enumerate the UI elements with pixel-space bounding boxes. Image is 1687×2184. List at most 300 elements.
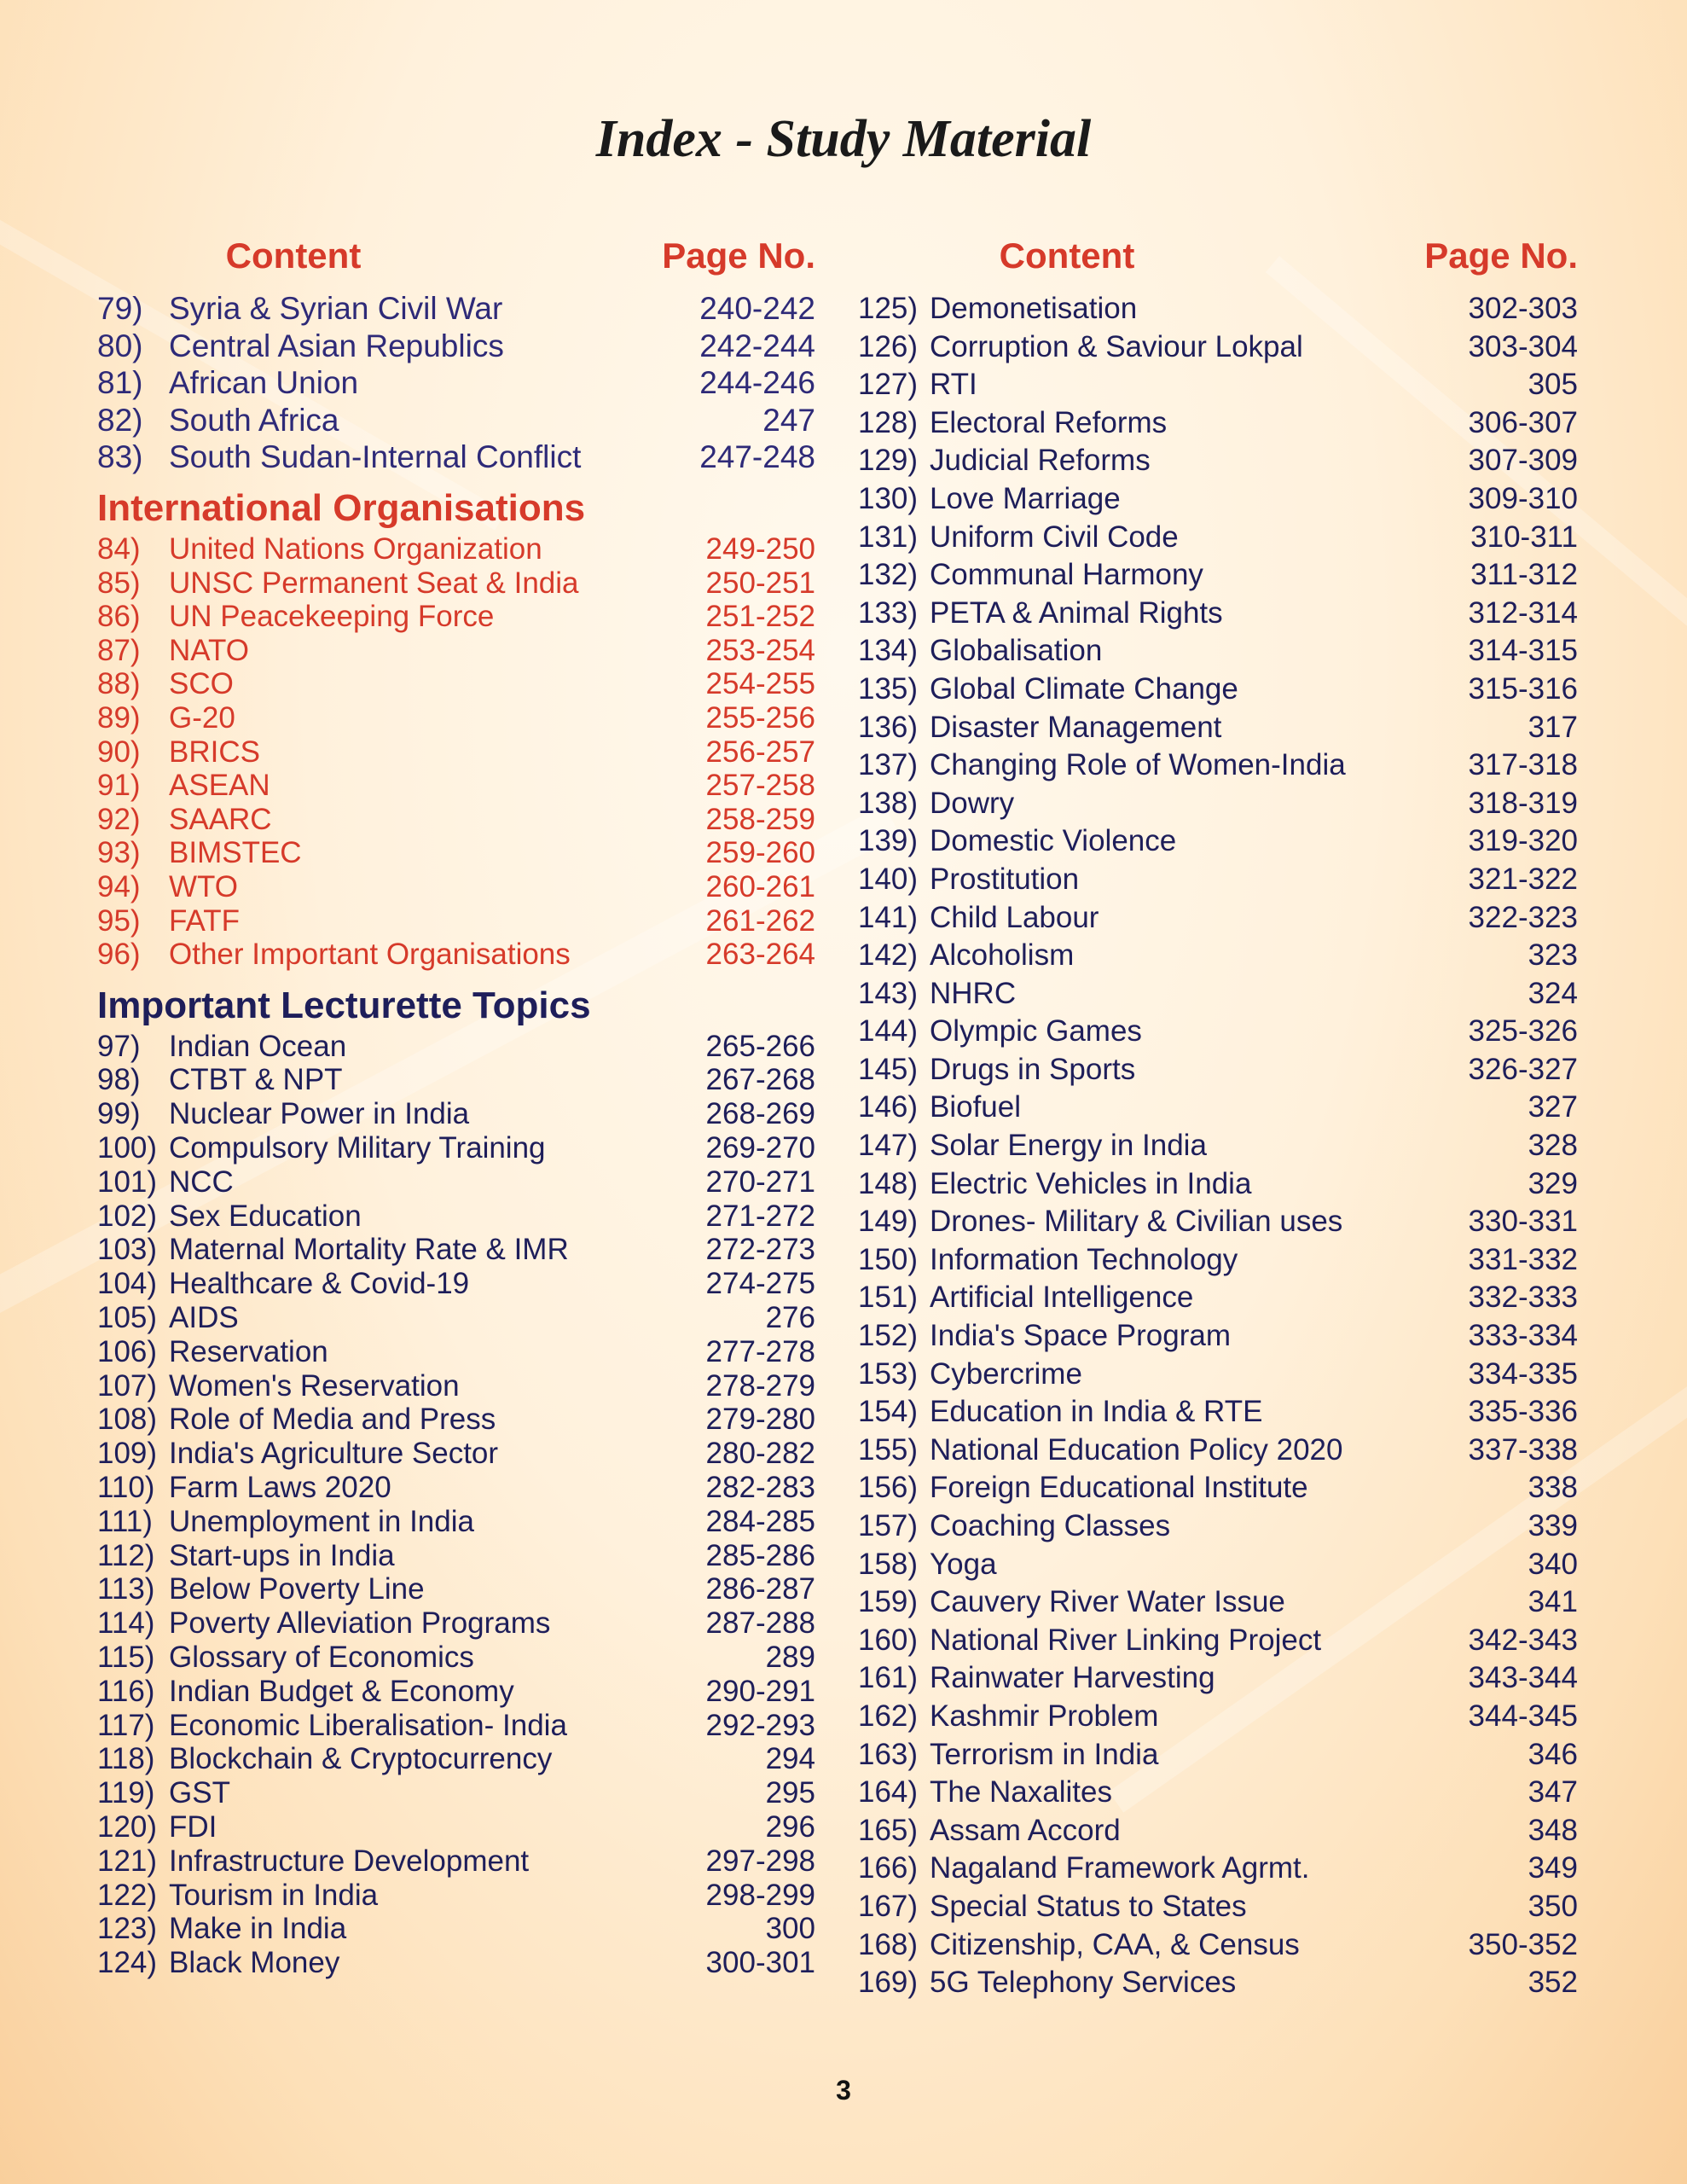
entry-number: 168): [858, 1927, 919, 1961]
entry-number: 80): [97, 328, 143, 363]
entry-page: 342-343: [1468, 1623, 1578, 1657]
index-entry: [97, 1844, 815, 1879]
entry-page: 322-323: [1468, 900, 1578, 934]
entry-page: 315-316: [1468, 671, 1578, 706]
entry-topic: NCC: [169, 1165, 234, 1199]
left-column: [97, 235, 815, 1980]
entry-topic: South Africa: [169, 402, 339, 438]
index-entry: [858, 746, 1578, 785]
entry-number: 158): [858, 1547, 919, 1581]
entry-topic: CTBT & NPT: [169, 1063, 343, 1097]
index-entry: [97, 1369, 815, 1403]
entry-number: 121): [97, 1844, 158, 1878]
entry-topic: Drugs in Sports: [930, 1052, 1136, 1086]
entry-number: 110): [97, 1471, 155, 1505]
entry-page: 332-333: [1468, 1281, 1578, 1315]
index-entry: [858, 519, 1578, 557]
entry-page: 307-309: [1468, 444, 1578, 478]
entry-page: 258-259: [705, 802, 815, 836]
entry-number: 88): [97, 667, 141, 701]
entry-topic: Electric Vehicles in India: [930, 1166, 1252, 1200]
entry-number: 82): [97, 402, 143, 438]
index-entry: [97, 1641, 815, 1675]
entry-topic: Foreign Educational Institute: [930, 1471, 1308, 1505]
entry-number: 90): [97, 735, 141, 769]
entry-topic: Love Marriage: [930, 481, 1121, 515]
entry-number: 122): [97, 1878, 158, 1912]
entry-page: 247-248: [699, 439, 815, 475]
content-header: Content: [225, 235, 362, 276]
entry-topic: Olympic Games: [930, 1014, 1142, 1048]
index-entry: [97, 803, 815, 837]
entry-topic: National Education Policy 2020: [930, 1432, 1343, 1467]
content-header: Content: [999, 235, 1135, 276]
entry-page: 319-320: [1468, 824, 1578, 858]
entry-page: 312-314: [1468, 595, 1578, 630]
entry-page: 295: [765, 1776, 815, 1810]
entry-number: 119): [97, 1776, 155, 1810]
entry-number: 113): [97, 1572, 155, 1606]
entry-page: 279-280: [705, 1403, 815, 1437]
entry-page: 306-307: [1468, 405, 1578, 439]
index-entry: [97, 1810, 815, 1844]
entry-page: 339: [1528, 1509, 1578, 1542]
entry-topic: NATO: [169, 633, 249, 667]
entry-page: 305: [1528, 368, 1578, 402]
entry-topic: UN Peacekeeping Force: [169, 600, 495, 634]
index-entry: [858, 556, 1578, 595]
entry-topic: Kashmir Problem: [930, 1699, 1159, 1733]
index-entry: [97, 1606, 815, 1641]
index-entry: [97, 1097, 815, 1131]
index-entry: [97, 701, 815, 735]
index-entry: [97, 1267, 815, 1301]
entry-number: 164): [858, 1775, 919, 1809]
entry-number: 102): [97, 1199, 158, 1233]
index-entry: [858, 899, 1578, 938]
entry-number: 120): [97, 1810, 158, 1844]
entry-number: 81): [97, 365, 143, 401]
page-no-header: Page No.: [662, 235, 815, 276]
index-entry: [97, 1403, 815, 1437]
entry-page: 261-262: [705, 903, 815, 938]
index-entry: [97, 1742, 815, 1776]
entry-page: 263-264: [705, 938, 815, 972]
group-right-topics: [858, 290, 1578, 2002]
entry-page: 331-332: [1468, 1242, 1578, 1276]
entry-topic: Education in India & RTE: [930, 1395, 1263, 1429]
entry-page: 338: [1528, 1471, 1578, 1505]
entry-topic: ASEAN: [169, 769, 270, 803]
entry-topic: UNSC Permanent Seat & India: [169, 566, 579, 600]
entry-topic: India's Agriculture Sector: [169, 1437, 499, 1471]
entry-topic: Globalisation: [930, 634, 1103, 668]
index-entry: [858, 1507, 1578, 1546]
entry-number: 169): [858, 1966, 919, 2000]
entry-number: 133): [858, 595, 919, 630]
entry-page: 267-268: [705, 1063, 815, 1097]
entry-number: 134): [858, 634, 919, 668]
entry-page: 302-303: [1468, 292, 1578, 325]
entry-page: 280-282: [705, 1437, 815, 1471]
index-entry: [858, 975, 1578, 1014]
entry-number: 109): [97, 1437, 158, 1471]
index-entry: [858, 1812, 1578, 1850]
entry-page: 317-318: [1468, 748, 1578, 782]
index-entry: [97, 439, 815, 476]
entry-topic: BIMSTEC: [169, 836, 302, 870]
index-entry: [858, 709, 1578, 747]
entry-number: 114): [97, 1606, 155, 1641]
entry-page: 240-242: [699, 291, 815, 326]
entry-topic: WTO: [169, 869, 239, 903]
entry-topic: Solar Energy in India: [930, 1129, 1207, 1163]
index-entry: [858, 1583, 1578, 1622]
entry-page: 344-345: [1468, 1699, 1578, 1733]
entry-page: 343-344: [1468, 1661, 1578, 1695]
index-entry: [97, 938, 815, 972]
index-entry: [97, 290, 815, 328]
entry-topic: Farm Laws 2020: [169, 1471, 391, 1505]
entry-topic: Terrorism in India: [930, 1737, 1159, 1771]
entry-page: 255-256: [705, 700, 815, 735]
index-entry: [97, 1199, 815, 1234]
page-no-header: Page No.: [1424, 235, 1578, 276]
entry-topic: Corruption & Saviour Lokpal: [930, 329, 1303, 363]
entry-page: 276: [765, 1301, 815, 1335]
entry-number: 108): [97, 1403, 158, 1437]
entry-page: 249-250: [705, 531, 815, 566]
index-entry: [858, 595, 1578, 633]
entry-page: 340: [1528, 1547, 1578, 1581]
index-entry: [97, 1030, 815, 1064]
index-entry: [858, 1850, 1578, 1888]
entry-page: 346: [1528, 1737, 1578, 1771]
entry-topic: Compulsory Military Training: [169, 1131, 546, 1165]
index-entry: [858, 1888, 1578, 1926]
entry-number: 135): [858, 671, 919, 706]
entry-number: 127): [858, 368, 919, 402]
entry-topic: Other Important Organisations: [169, 938, 571, 972]
entry-topic: G-20: [169, 700, 235, 735]
entry-number: 162): [858, 1699, 919, 1733]
entry-page: 300-301: [705, 1946, 815, 1980]
entry-number: 157): [858, 1509, 919, 1542]
index-entry: [858, 1089, 1578, 1127]
entry-page: 242-244: [699, 328, 815, 363]
entry-page: 282-283: [705, 1471, 815, 1505]
entry-topic: Indian Ocean: [169, 1029, 347, 1063]
entry-topic: Blockchain & Cryptocurrency: [169, 1742, 553, 1776]
entry-topic: Drones- Military & Civilian uses: [930, 1205, 1343, 1239]
entry-number: 84): [97, 531, 141, 566]
entry-number: 107): [97, 1368, 158, 1403]
entry-page: 286-287: [705, 1572, 815, 1606]
entry-topic: Poverty Alleviation Programs: [169, 1606, 551, 1641]
entry-number: 140): [858, 862, 919, 896]
entry-page: 297-298: [705, 1844, 815, 1878]
entry-page: 250-251: [705, 566, 815, 600]
index-entry: [97, 1131, 815, 1165]
entry-topic: Yoga: [930, 1547, 997, 1581]
entry-number: 126): [858, 329, 919, 363]
index-entry: [858, 785, 1578, 823]
entry-number: 116): [97, 1674, 155, 1708]
entry-page: 289: [765, 1641, 815, 1675]
entry-topic: GST: [169, 1776, 230, 1810]
index-entry: [858, 1469, 1578, 1507]
index-entry: [97, 1335, 815, 1369]
entry-number: 85): [97, 566, 141, 600]
entry-number: 98): [97, 1063, 141, 1097]
entry-page: 326-327: [1468, 1052, 1578, 1086]
entry-number: 105): [97, 1301, 158, 1335]
index-entry: [858, 1356, 1578, 1394]
index-entry: [858, 1241, 1578, 1280]
entry-topic: SAARC: [169, 802, 272, 836]
index-entry: [858, 1051, 1578, 1089]
left-column-header: [97, 235, 815, 290]
right-column: [858, 235, 1578, 2002]
entry-page: 272-273: [705, 1233, 815, 1267]
index-entry: [858, 1926, 1578, 1965]
entry-topic: SCO: [169, 667, 234, 701]
entry-page: 253-254: [705, 633, 815, 667]
entry-page: 321-322: [1468, 862, 1578, 896]
index-entry: [97, 836, 815, 870]
index-entry: [97, 769, 815, 803]
entry-number: 166): [858, 1851, 919, 1885]
entry-topic: FATF: [169, 903, 240, 938]
entry-topic: Uniform Civil Code: [930, 520, 1179, 554]
entry-number: 137): [858, 748, 919, 782]
entry-topic: Below Poverty Line: [169, 1572, 425, 1606]
entry-page: 271-272: [705, 1199, 815, 1233]
entry-topic: Cybercrime: [930, 1356, 1082, 1391]
entry-number: 146): [858, 1090, 919, 1124]
index-entry: [97, 1572, 815, 1606]
entry-number: 118): [97, 1742, 155, 1776]
entry-page: 257-258: [705, 769, 815, 803]
entry-topic: Rainwater Harvesting: [930, 1661, 1215, 1695]
index-entry: [97, 1776, 815, 1810]
entry-page: 269-270: [705, 1131, 815, 1165]
entry-page: 327: [1528, 1090, 1578, 1124]
entry-number: 91): [97, 769, 141, 803]
index-entry: [97, 566, 815, 601]
entry-topic: The Naxalites: [930, 1775, 1112, 1809]
entry-topic: Alcoholism: [930, 938, 1075, 973]
entry-page: 259-260: [705, 836, 815, 870]
entry-number: 94): [97, 869, 141, 903]
entry-page: 314-315: [1468, 634, 1578, 668]
group-international-organisations: [97, 532, 815, 972]
entry-topic: Dowry: [930, 786, 1015, 820]
entry-number: 131): [858, 520, 919, 554]
entry-number: 96): [97, 938, 141, 972]
entry-topic: Disaster Management: [930, 710, 1222, 744]
index-entry: [97, 735, 815, 770]
entry-number: 97): [97, 1029, 141, 1063]
entry-number: 151): [858, 1281, 919, 1315]
index-entry: [858, 290, 1578, 328]
entry-topic: Cauvery River Water Issue: [930, 1585, 1285, 1619]
entry-number: 125): [858, 292, 919, 325]
entry-number: 150): [858, 1242, 919, 1276]
entry-number: 148): [858, 1166, 919, 1200]
index-entry: [858, 1127, 1578, 1165]
entry-topic: Special Status to States: [930, 1889, 1247, 1923]
entry-number: 100): [97, 1131, 158, 1165]
entry-topic: Start-ups in India: [169, 1538, 395, 1572]
entry-page: 284-285: [705, 1504, 815, 1538]
entry-topic: Judicial Reforms: [930, 444, 1151, 478]
index-entry: [97, 667, 815, 701]
entry-page: 350-352: [1468, 1927, 1578, 1961]
index-entry: [858, 1659, 1578, 1698]
entry-topic: Infrastructure Development: [169, 1844, 530, 1878]
entry-topic: NHRC: [930, 976, 1017, 1010]
index-entry: [858, 1393, 1578, 1432]
entry-topic: Communal Harmony: [930, 558, 1203, 592]
entry-page: 350: [1528, 1889, 1578, 1923]
entry-page: 265-266: [705, 1029, 815, 1063]
entry-page: 290-291: [705, 1674, 815, 1708]
entry-page: 311-312: [1470, 558, 1578, 592]
entry-page: 328: [1528, 1129, 1578, 1163]
entry-page: 300: [765, 1912, 815, 1946]
index-entry: [858, 1622, 1578, 1660]
entry-page: 334-335: [1468, 1356, 1578, 1391]
index-entry: [97, 1505, 815, 1539]
entry-topic: AIDS: [169, 1301, 239, 1335]
entry-number: 92): [97, 802, 141, 836]
entry-number: 156): [858, 1471, 919, 1505]
entry-topic: Glossary of Economics: [169, 1641, 474, 1675]
entry-page: 333-334: [1468, 1319, 1578, 1353]
index-entry: [97, 870, 815, 904]
entry-page: 277-278: [705, 1334, 815, 1368]
entry-topic: Demonetisation: [930, 292, 1138, 325]
entry-topic: Central Asian Republics: [169, 328, 504, 363]
index-entry: [858, 1774, 1578, 1812]
entry-number: 101): [97, 1165, 158, 1199]
entry-number: 112): [97, 1538, 155, 1572]
index-entry: [858, 480, 1578, 519]
entry-page: 294: [765, 1742, 815, 1776]
entry-number: 167): [858, 1889, 919, 1923]
entry-topic: Assam Accord: [930, 1813, 1121, 1847]
index-entry: [97, 1539, 815, 1573]
entry-page: 310-311: [1470, 520, 1578, 554]
entry-page: 347: [1528, 1775, 1578, 1809]
index-entry: [858, 404, 1578, 443]
index-entry: [97, 1912, 815, 1946]
entry-number: 104): [97, 1267, 158, 1301]
entry-number: 155): [858, 1432, 919, 1467]
index-entry: [97, 1675, 815, 1709]
entry-page: 318-319: [1468, 786, 1578, 820]
index-entry: [858, 328, 1578, 367]
right-column-header: [858, 235, 1578, 290]
entry-page: 278-279: [705, 1368, 815, 1403]
entry-page: 341: [1528, 1585, 1578, 1619]
entry-topic: Indian Budget & Economy: [169, 1674, 514, 1708]
index-entry: [858, 1279, 1578, 1317]
entry-topic: Women's Reservation: [169, 1368, 460, 1403]
entry-page: 254-255: [705, 667, 815, 701]
entry-page: 274-275: [705, 1267, 815, 1301]
index-entry: [858, 861, 1578, 899]
entry-topic: Global Climate Change: [930, 671, 1238, 706]
entry-page: 352: [1528, 1966, 1578, 2000]
entry-number: 136): [858, 710, 919, 744]
entry-page: 270-271: [705, 1165, 815, 1199]
index-entry: [858, 937, 1578, 975]
entry-topic: Changing Role of Women-India: [930, 748, 1346, 782]
entry-number: 144): [858, 1014, 919, 1048]
entry-topic: Nagaland Framework Agrmt.: [930, 1851, 1310, 1885]
entry-number: 124): [97, 1946, 158, 1980]
entry-topic: Nuclear Power in India: [169, 1097, 470, 1131]
entry-number: 145): [858, 1052, 919, 1086]
entry-page: 337-338: [1468, 1432, 1578, 1467]
entry-page: 324: [1528, 976, 1578, 1010]
entry-page: 298-299: [705, 1878, 815, 1912]
entry-topic: PETA & Animal Rights: [930, 595, 1223, 630]
entry-number: 87): [97, 633, 141, 667]
entry-topic: South Sudan-Internal Conflict: [169, 439, 582, 475]
index-entry: [97, 1233, 815, 1267]
entry-number: 141): [858, 900, 919, 934]
entry-page: 296: [765, 1810, 815, 1844]
entry-number: 117): [97, 1708, 155, 1742]
entry-number: 163): [858, 1737, 919, 1771]
entry-topic: India's Space Program: [930, 1319, 1231, 1353]
section-title-lecturette-topics: Important Lecturette Topics: [97, 984, 591, 1026]
entry-topic: Domestic Violence: [930, 824, 1177, 858]
entry-number: 130): [858, 481, 919, 515]
entry-number: 79): [97, 291, 143, 326]
index-entry: [97, 328, 815, 365]
entry-number: 143): [858, 976, 919, 1010]
entry-number: 86): [97, 600, 141, 634]
entry-topic: 5G Telephony Services: [930, 1966, 1237, 2000]
entry-number: 138): [858, 786, 919, 820]
entry-number: 152): [858, 1319, 919, 1353]
entry-number: 129): [858, 444, 919, 478]
entry-page: 329: [1528, 1166, 1578, 1200]
entry-number: 128): [858, 405, 919, 439]
index-entry: [97, 1946, 815, 1980]
entry-page: 335-336: [1468, 1395, 1578, 1429]
index-entry: [858, 442, 1578, 480]
entry-page: 292-293: [705, 1708, 815, 1742]
index-entry: [97, 1879, 815, 1913]
index-entry: [97, 1301, 815, 1335]
entry-number: 160): [858, 1623, 919, 1657]
entry-page: 247: [762, 402, 815, 438]
entry-number: 161): [858, 1661, 919, 1695]
index-entry: [97, 532, 815, 566]
entry-topic: Coaching Classes: [930, 1509, 1171, 1542]
entry-page: 287-288: [705, 1606, 815, 1641]
index-entry: [97, 600, 815, 634]
entry-page: 285-286: [705, 1538, 815, 1572]
entry-topic: Prostitution: [930, 862, 1080, 896]
entry-number: 142): [858, 938, 919, 973]
entry-page: 268-269: [705, 1097, 815, 1131]
